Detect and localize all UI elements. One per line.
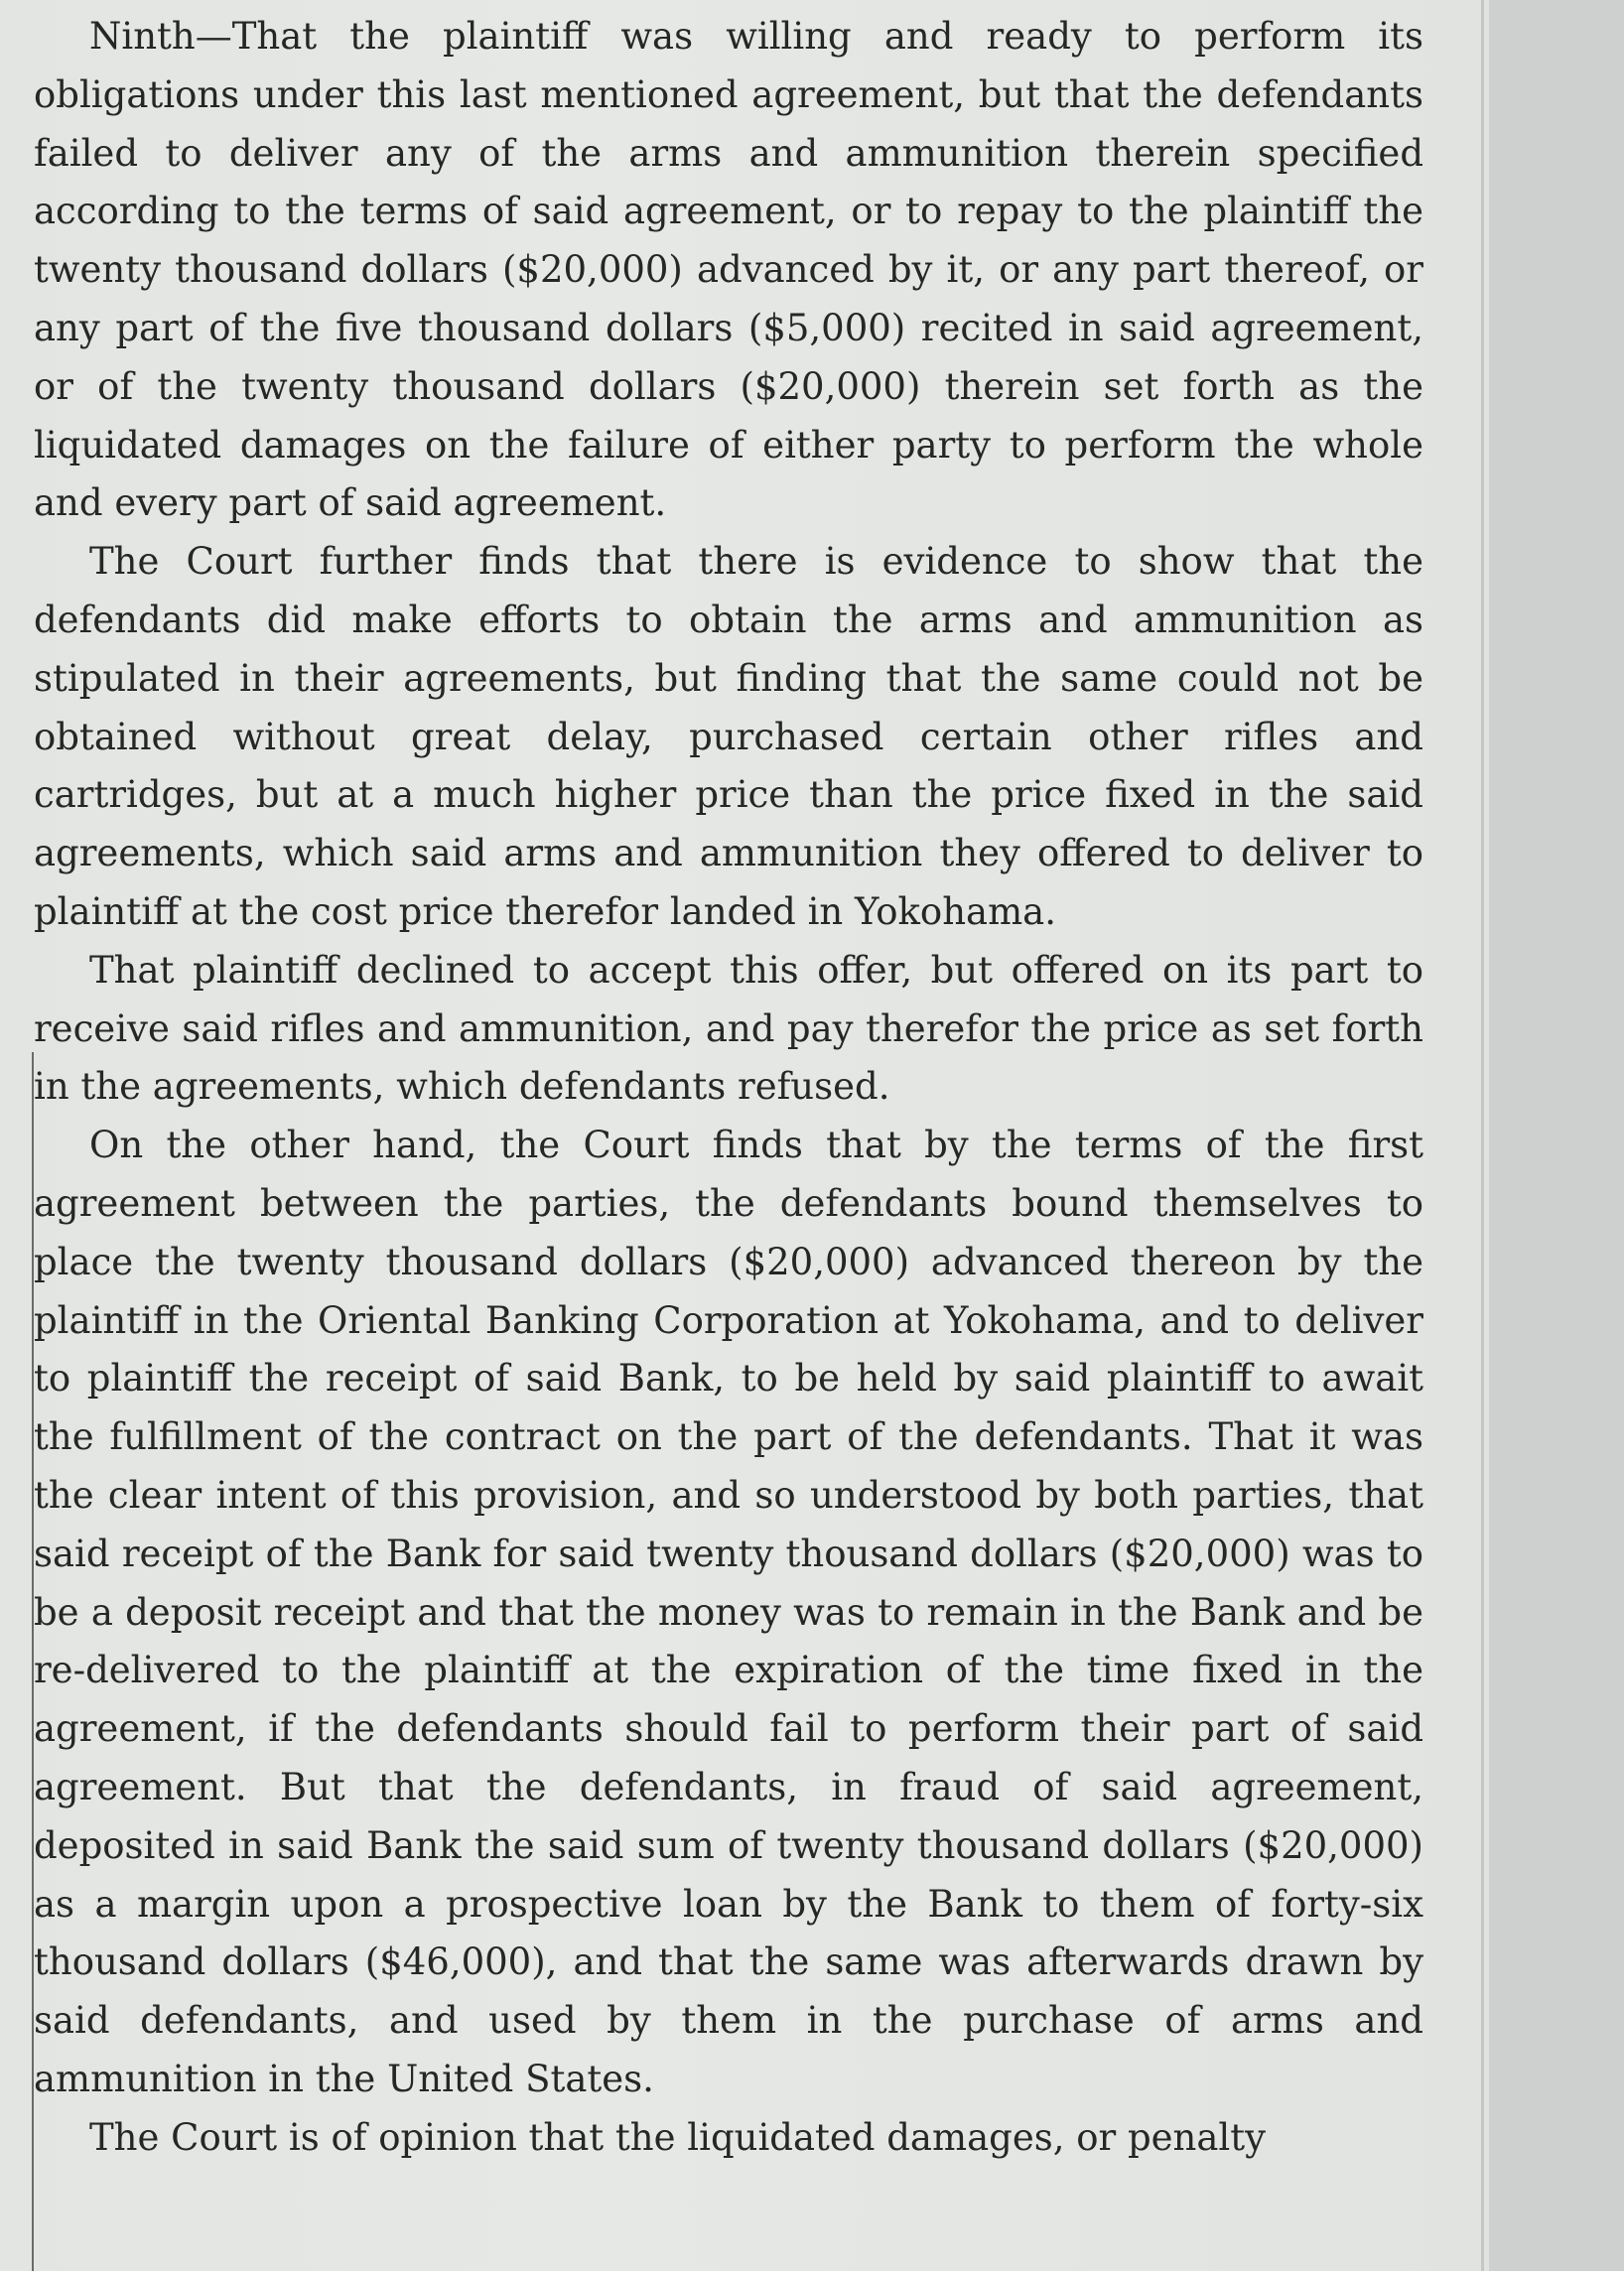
- paragraph-court-finds-efforts: The Court further finds that there is evidence to show that the defendants did make efforts to obtain the arms and ammunition as stipulated in their agreements, but finding that the same could not be obtained without great delay, purchased certain other rifles and cartridges, but at a much higher price than the price fixed in the said agreements, which said arms and ammunition they offered to deliver to plaintiff at the cost price therefor landed in Yokohama.: [34, 540, 1423, 933]
- paragraph-other-hand: On the other hand, the Court finds that by the terms of the first agreement between the parties, the defendants bound themselves to place the twenty thousand dollars ($20,000) advanced thereon by the plaintiff in the Oriental Banking Corporation at Yokohama, and to deliver to plaintiff the receipt of said Bank, to be held by said plaintiff to await the fulfillment of the contract on the part of the defendants. That it was the clear intent of this provision, and so understood by both parties, that said receipt of the Bank for said twenty thousand dollars ($20,000) was to be a deposit receipt and that the money was to remain in the Bank and be re-delivered to the plaintiff at the expiration of the time fixed in the agreement, if the defendants should fail to perform their part of said agreement. But that the defendants, in fraud of said agreement, deposited in said Bank the said sum of twenty thousand dollars ($20,000) as a margin upon a prospective loan by the Bank to them of forty-six thousand dollars ($46,000), and that the same was afterwards drawn by said defendants, and used by them in the purchase of arms and ammunition in the United States.: [34, 1124, 1423, 2100]
- body-text: [34, 8, 1423, 2167]
- paper-edge: [1481, 0, 1484, 2271]
- background-strip: [1489, 0, 1624, 2271]
- paragraph-court-opinion: The Court is of opinion that the liquidated damages, or penalty: [89, 2115, 1267, 2159]
- paragraph-plaintiff-declined: That plaintiff declined to accept this offer, but offered on its part to receive said rifles and ammunition, and pay therefor the price as set forth in the agreements, which defendants refused.: [34, 948, 1423, 1109]
- paragraph-ninth: Ninth—That the plaintiff was willing and ready to perform its obligations under this last mentioned agreement, but that the defendants failed to deliver any of the arms and ammunition therein specified according to the terms of said agreement, or to repay to the plaintiff the twenty thousand dollars ($20,000) advanced by it, or any part thereof, or any part of the five thousand dollars ($5,000) recited in said agreement, or of the twenty thousand dollars ($20,000) therein set forth as the liquidated damages on the failure of either party to perform the whole and every part of said agreement.: [34, 15, 1423, 525]
